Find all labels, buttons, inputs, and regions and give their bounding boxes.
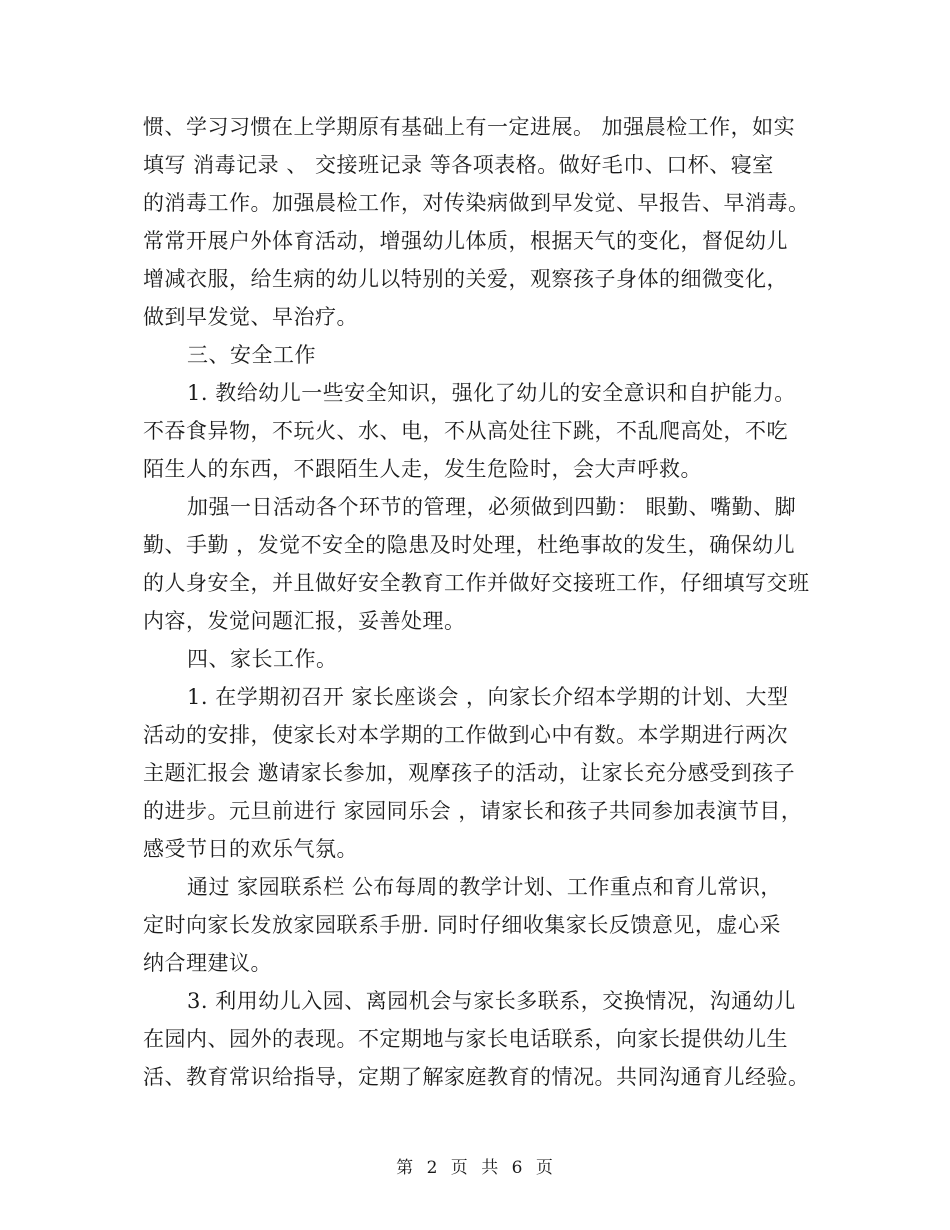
footer-total-unit: 页 (535, 1158, 554, 1178)
text-line: 活、教育常识给指导，定期了解家庭教育的情况。共同沟通育儿经验。 (143, 1065, 810, 1089)
text-line: 填写 消毒记录 、 交接班记录 等各项表格。做好毛巾、口杯、寝室 (143, 153, 774, 177)
text-line: 增减衣服，给生病的幼儿以特别的关爱，观察孩子身体的细微变化， (143, 267, 788, 291)
text-line: 3. 利用幼儿入园、离园机会与家长多联系，交换情况，沟通幼儿 (187, 989, 796, 1013)
text-line: 的消毒工作。加强晨检工作，对传染病做到早发觉、早报告、早消毒。 (143, 191, 810, 215)
page-footer (0, 1153, 950, 1178)
text-line: 在园内、园外的表现。不定期地与家长电话联系，向家长提供幼儿生 (143, 1027, 788, 1051)
text-line: 勤、手勤 ，发觉不安全的隐患及时处理，杜绝事故的发生，确保幼儿 (143, 533, 796, 557)
text-line: 活动的安排，使家长对本学期的工作做到心中有数。本学期进行两次 (143, 723, 788, 747)
text-line: 四、家长工作。 (187, 647, 338, 671)
footer-total-prefix: 共 (481, 1158, 500, 1178)
text-line: 内容，发觉问题汇报，妥善处理。 (143, 609, 466, 633)
text-line: 陌生人的东西，不跟陌生人走，发生危险时，会大声呼救。 (143, 457, 702, 481)
text-line: 的进步。元旦前进行 家园同乐会 ，请家长和孩子共同参加表演节目， (143, 799, 803, 823)
footer-prefix: 第 (396, 1158, 415, 1178)
text-line: 加强一日活动各个环节的管理，必须做到四勤： 眼勤、嘴勤、脚 (187, 495, 797, 519)
footer-current-page: 2 (426, 1158, 439, 1178)
text-line: 三、安全工作 (187, 343, 316, 367)
text-line: 不吞食异物，不玩火、水、电，不从高处往下跳，不乱爬高处，不吃 (143, 419, 788, 443)
text-line: 1. 在学期初召开 家长座谈会 ，向家长介绍本学期的计划、大型 (187, 685, 789, 709)
text-line: 感受节日的欢乐气氛。 (143, 837, 358, 861)
text-line: 的人身安全，并且做好安全教育工作并做好交接班工作，仔细填写交班 (143, 571, 810, 595)
text-line: 通过 家园联系栏 公布每周的教学计划、工作重点和育儿常识， (187, 875, 782, 899)
text-line: 惯、学习习惯在上学期原有基础上有一定进展。 加强晨检工作，如实 (143, 115, 796, 139)
text-line: 常常开展户外体育活动，增强幼儿体质，根据天气的变化，督促幼儿 (143, 229, 788, 253)
text-line: 纳合理建议。 (143, 951, 272, 975)
text-line: 1. 教给幼儿一些安全知识，强化了幼儿的安全意识和自护能力。 (187, 381, 796, 405)
text-line: 主题汇报会 邀请家长参加，观摩孩子的活动，让家长充分感受到孩子 (143, 761, 796, 785)
footer-total-pages: 6 (511, 1158, 524, 1178)
text-line: 做到早发觉、早治疗。 (143, 305, 358, 329)
text-line: 定时向家长发放家园联系手册. 同时仔细收集家长反馈意见，虚心采 (143, 913, 781, 937)
document-body (143, 108, 813, 1096)
footer-page-unit: 页 (450, 1158, 469, 1178)
